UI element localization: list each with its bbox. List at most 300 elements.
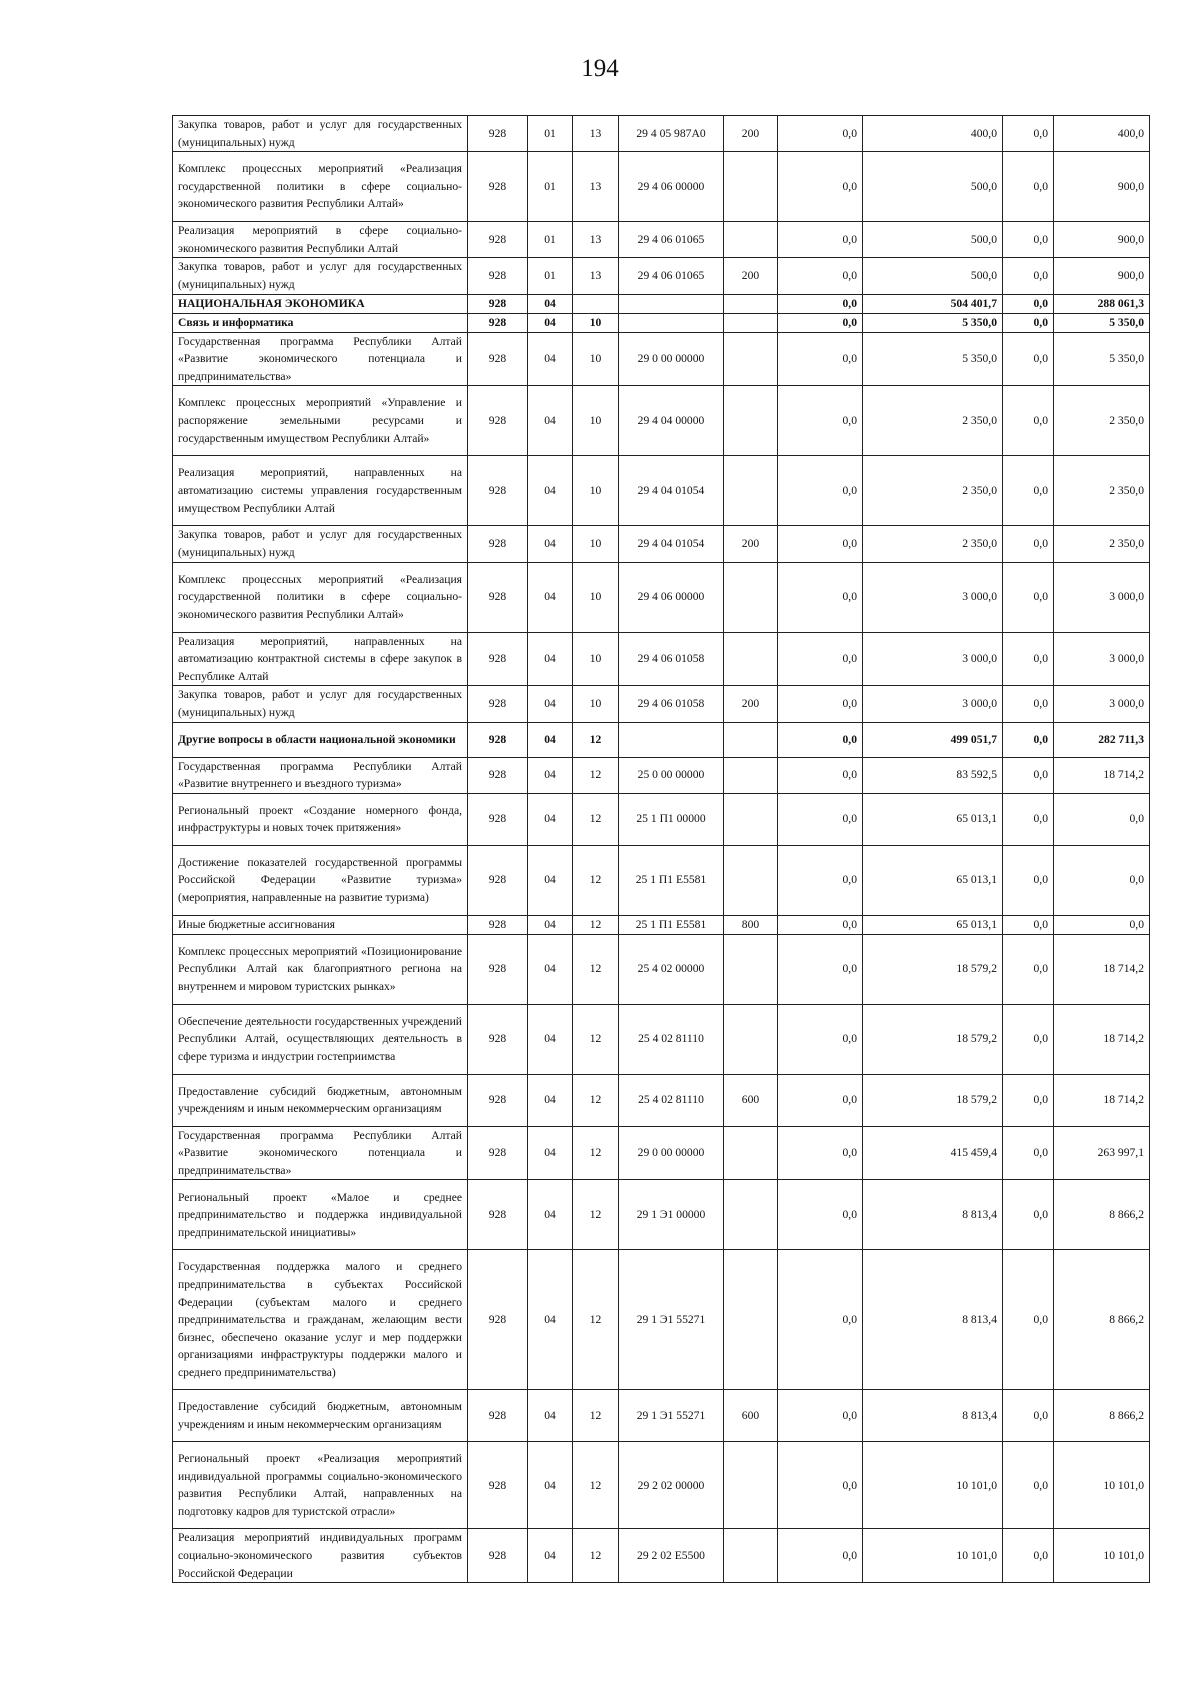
ministry-code-cell: 928 bbox=[468, 1390, 528, 1442]
amount-2-cell: 8 813,4 bbox=[863, 1250, 1003, 1390]
subsection-code-cell: 13 bbox=[573, 222, 619, 258]
amount-1-cell: 0,0 bbox=[778, 332, 863, 386]
ministry-code-cell: 928 bbox=[468, 258, 528, 294]
row-name-cell: Достижение показателей государственной программы Российской Федерации «Развитие туризма» (мероприятия, направленные на развитие туризма) bbox=[173, 845, 468, 915]
section-code-cell: 01 bbox=[528, 116, 573, 152]
amount-3-cell: 0,0 bbox=[1003, 152, 1054, 222]
table-row bbox=[173, 1442, 1150, 1529]
amount-2-cell: 504 401,7 bbox=[863, 294, 1003, 313]
section-code-cell: 04 bbox=[528, 915, 573, 934]
subsection-code-cell: 10 bbox=[573, 686, 619, 722]
amount-3-cell: 0,0 bbox=[1003, 1442, 1054, 1529]
amount-2-cell: 65 013,1 bbox=[863, 915, 1003, 934]
ministry-code-cell: 928 bbox=[468, 1004, 528, 1074]
table-row bbox=[173, 562, 1150, 632]
ministry-code-cell: 928 bbox=[468, 456, 528, 526]
ministry-code-cell: 928 bbox=[468, 632, 528, 686]
amount-2-cell: 2 350,0 bbox=[863, 456, 1003, 526]
expense-type-cell bbox=[724, 1529, 778, 1583]
target-article-cell: 29 4 04 01054 bbox=[619, 456, 724, 526]
target-article-cell: 29 4 06 01065 bbox=[619, 222, 724, 258]
amount-4-cell: 18 714,2 bbox=[1054, 1004, 1150, 1074]
table-row bbox=[173, 845, 1150, 915]
amount-1-cell: 0,0 bbox=[778, 934, 863, 1004]
target-article-cell: 29 0 00 00000 bbox=[619, 332, 724, 386]
amount-1-cell: 0,0 bbox=[778, 116, 863, 152]
table-row bbox=[173, 456, 1150, 526]
target-article-cell: 29 2 02 Е5500 bbox=[619, 1529, 724, 1583]
amount-2-cell: 499 051,7 bbox=[863, 722, 1003, 757]
subsection-code-cell: 12 bbox=[573, 1250, 619, 1390]
row-name-cell: Региональный проект «Реализация мероприятий индивидуальной программы социально-экономического развития Республики Алтай, направленных на подготовку кадров для туристской отрасли» bbox=[173, 1442, 468, 1529]
table-row bbox=[173, 915, 1150, 934]
amount-3-cell: 0,0 bbox=[1003, 1390, 1054, 1442]
ministry-code-cell: 928 bbox=[468, 332, 528, 386]
table-row bbox=[173, 1390, 1150, 1442]
amount-2-cell: 5 350,0 bbox=[863, 332, 1003, 386]
amount-3-cell: 0,0 bbox=[1003, 1529, 1054, 1583]
section-code-cell: 04 bbox=[528, 386, 573, 456]
table-row bbox=[173, 258, 1150, 294]
row-name-cell: Реализация мероприятий в сфере социально-экономического развития Республики Алтай bbox=[173, 222, 468, 258]
row-name-cell: Иные бюджетные ассигнования bbox=[173, 915, 468, 934]
row-name-cell: Другие вопросы в области национальной экономики bbox=[173, 722, 468, 757]
expense-type-cell: 200 bbox=[724, 686, 778, 722]
section-code-cell: 04 bbox=[528, 1390, 573, 1442]
amount-1-cell: 0,0 bbox=[778, 294, 863, 313]
amount-2-cell: 10 101,0 bbox=[863, 1529, 1003, 1583]
amount-3-cell: 0,0 bbox=[1003, 116, 1054, 152]
expense-type-cell bbox=[724, 562, 778, 632]
amount-3-cell: 0,0 bbox=[1003, 722, 1054, 757]
ministry-code-cell: 928 bbox=[468, 1529, 528, 1583]
amount-4-cell: 18 714,2 bbox=[1054, 757, 1150, 793]
budget-table bbox=[172, 115, 1150, 1583]
amount-3-cell: 0,0 bbox=[1003, 632, 1054, 686]
subsection-code-cell: 12 bbox=[573, 722, 619, 757]
amount-3-cell: 0,0 bbox=[1003, 526, 1054, 562]
table-row bbox=[173, 757, 1150, 793]
page-number: 194 bbox=[581, 55, 619, 82]
subsection-code-cell: 10 bbox=[573, 313, 619, 332]
section-code-cell: 04 bbox=[528, 793, 573, 845]
section-code-cell: 04 bbox=[528, 294, 573, 313]
amount-1-cell: 0,0 bbox=[778, 456, 863, 526]
amount-1-cell: 0,0 bbox=[778, 526, 863, 562]
expense-type-cell bbox=[724, 934, 778, 1004]
target-article-cell bbox=[619, 294, 724, 313]
row-name-cell: Закупка товаров, работ и услуг для государственных (муниципальных) нужд bbox=[173, 526, 468, 562]
amount-1-cell: 0,0 bbox=[778, 386, 863, 456]
section-code-cell: 04 bbox=[528, 313, 573, 332]
ministry-code-cell: 928 bbox=[468, 526, 528, 562]
expense-type-cell: 200 bbox=[724, 116, 778, 152]
amount-4-cell: 0,0 bbox=[1054, 793, 1150, 845]
amount-2-cell: 18 579,2 bbox=[863, 934, 1003, 1004]
table-row bbox=[173, 632, 1150, 686]
ministry-code-cell: 928 bbox=[468, 294, 528, 313]
amount-3-cell: 0,0 bbox=[1003, 386, 1054, 456]
amount-4-cell: 5 350,0 bbox=[1054, 313, 1150, 332]
amount-2-cell: 65 013,1 bbox=[863, 793, 1003, 845]
table-row bbox=[173, 1529, 1150, 1583]
amount-3-cell: 0,0 bbox=[1003, 313, 1054, 332]
section-code-cell: 04 bbox=[528, 1126, 573, 1180]
amount-4-cell: 2 350,0 bbox=[1054, 386, 1150, 456]
section-code-cell: 04 bbox=[528, 722, 573, 757]
amount-1-cell: 0,0 bbox=[778, 1126, 863, 1180]
section-code-cell: 04 bbox=[528, 456, 573, 526]
amount-3-cell: 0,0 bbox=[1003, 222, 1054, 258]
expense-type-cell bbox=[724, 313, 778, 332]
amount-1-cell: 0,0 bbox=[778, 1442, 863, 1529]
amount-1-cell: 0,0 bbox=[778, 1074, 863, 1126]
amount-4-cell: 900,0 bbox=[1054, 152, 1150, 222]
amount-4-cell: 3 000,0 bbox=[1054, 686, 1150, 722]
amount-4-cell: 3 000,0 bbox=[1054, 632, 1150, 686]
section-code-cell: 04 bbox=[528, 1442, 573, 1529]
amount-1-cell: 0,0 bbox=[778, 222, 863, 258]
subsection-code-cell: 13 bbox=[573, 152, 619, 222]
target-article-cell bbox=[619, 313, 724, 332]
subsection-code-cell: 10 bbox=[573, 332, 619, 386]
ministry-code-cell: 928 bbox=[468, 152, 528, 222]
amount-3-cell: 0,0 bbox=[1003, 686, 1054, 722]
expense-type-cell bbox=[724, 456, 778, 526]
amount-3-cell: 0,0 bbox=[1003, 1074, 1054, 1126]
section-code-cell: 04 bbox=[528, 845, 573, 915]
ministry-code-cell: 928 bbox=[468, 845, 528, 915]
ministry-code-cell: 928 bbox=[468, 1180, 528, 1250]
ministry-code-cell: 928 bbox=[468, 562, 528, 632]
expense-type-cell bbox=[724, 845, 778, 915]
target-article-cell: 25 1 П1 Е5581 bbox=[619, 845, 724, 915]
row-name-cell: Комплекс процессных мероприятий «Реализация государственной политики в сфере социально-экономического развития Республики Алтай» bbox=[173, 152, 468, 222]
amount-4-cell: 8 866,2 bbox=[1054, 1180, 1150, 1250]
row-name-cell: Реализация мероприятий, направленных на автоматизацию контрактной системы в сфере закупок в Республике Алтай bbox=[173, 632, 468, 686]
amount-4-cell: 2 350,0 bbox=[1054, 526, 1150, 562]
target-article-cell: 29 4 06 01058 bbox=[619, 632, 724, 686]
row-name-cell: Региональный проект «Создание номерного фонда, инфраструктуры и новых точек притяжения» bbox=[173, 793, 468, 845]
amount-2-cell: 5 350,0 bbox=[863, 313, 1003, 332]
table-body bbox=[173, 116, 1150, 1583]
row-name-cell: Обеспечение деятельности государственных учреждений Республики Алтай, осуществляющих деятельность в сфере туризма и индустрии гостеприимства bbox=[173, 1004, 468, 1074]
subsection-code-cell: 12 bbox=[573, 934, 619, 1004]
amount-1-cell: 0,0 bbox=[778, 1390, 863, 1442]
target-article-cell: 29 2 02 00000 bbox=[619, 1442, 724, 1529]
expense-type-cell: 200 bbox=[724, 526, 778, 562]
table-row bbox=[173, 386, 1150, 456]
amount-4-cell: 400,0 bbox=[1054, 116, 1150, 152]
expense-type-cell: 200 bbox=[724, 258, 778, 294]
expense-type-cell bbox=[724, 1180, 778, 1250]
amount-3-cell: 0,0 bbox=[1003, 915, 1054, 934]
amount-1-cell: 0,0 bbox=[778, 686, 863, 722]
amount-3-cell: 0,0 bbox=[1003, 757, 1054, 793]
expense-type-cell bbox=[724, 1250, 778, 1390]
target-article-cell: 29 4 06 00000 bbox=[619, 152, 724, 222]
amount-4-cell: 10 101,0 bbox=[1054, 1442, 1150, 1529]
amount-1-cell: 0,0 bbox=[778, 152, 863, 222]
amount-4-cell: 2 350,0 bbox=[1054, 456, 1150, 526]
amount-1-cell: 0,0 bbox=[778, 1180, 863, 1250]
expense-type-cell: 600 bbox=[724, 1074, 778, 1126]
amount-2-cell: 500,0 bbox=[863, 152, 1003, 222]
target-article-cell: 29 4 05 987А0 bbox=[619, 116, 724, 152]
ministry-code-cell: 928 bbox=[468, 1074, 528, 1126]
amount-4-cell: 18 714,2 bbox=[1054, 934, 1150, 1004]
subsection-code-cell bbox=[573, 294, 619, 313]
amount-2-cell: 500,0 bbox=[863, 258, 1003, 294]
table-row bbox=[173, 332, 1150, 386]
expense-type-cell: 600 bbox=[724, 1390, 778, 1442]
expense-type-cell bbox=[724, 793, 778, 845]
amount-2-cell: 8 813,4 bbox=[863, 1180, 1003, 1250]
subsection-code-cell: 10 bbox=[573, 386, 619, 456]
expense-type-cell bbox=[724, 1126, 778, 1180]
amount-2-cell: 415 459,4 bbox=[863, 1126, 1003, 1180]
amount-1-cell: 0,0 bbox=[778, 1529, 863, 1583]
expense-type-cell bbox=[724, 222, 778, 258]
amount-4-cell: 282 711,3 bbox=[1054, 722, 1150, 757]
row-name-cell: Государственная программа Республики Алтай «Развитие внутреннего и въездного туризма» bbox=[173, 757, 468, 793]
subsection-code-cell: 12 bbox=[573, 1180, 619, 1250]
row-name-cell: Реализация мероприятий индивидуальных программ социально-экономического развития субъектов Российской Федерации bbox=[173, 1529, 468, 1583]
section-code-cell: 04 bbox=[528, 562, 573, 632]
expense-type-cell bbox=[724, 294, 778, 313]
amount-1-cell: 0,0 bbox=[778, 632, 863, 686]
expense-type-cell bbox=[724, 332, 778, 386]
ministry-code-cell: 928 bbox=[468, 915, 528, 934]
amount-3-cell: 0,0 bbox=[1003, 1126, 1054, 1180]
expense-type-cell bbox=[724, 1442, 778, 1529]
target-article-cell: 25 1 П1 Е5581 bbox=[619, 915, 724, 934]
amount-4-cell: 5 350,0 bbox=[1054, 332, 1150, 386]
section-code-cell: 04 bbox=[528, 1529, 573, 1583]
subsection-code-cell: 12 bbox=[573, 1529, 619, 1583]
row-name-cell: Закупка товаров, работ и услуг для государственных (муниципальных) нужд bbox=[173, 258, 468, 294]
section-code-cell: 04 bbox=[528, 526, 573, 562]
expense-type-cell bbox=[724, 722, 778, 757]
row-name-cell: Комплекс процессных мероприятий «Реализация государственной политики в сфере социально-экономического развития Республики Алтай» bbox=[173, 562, 468, 632]
subsection-code-cell: 12 bbox=[573, 1442, 619, 1529]
subsection-code-cell: 12 bbox=[573, 793, 619, 845]
row-name-cell: Связь и информатика bbox=[173, 313, 468, 332]
amount-2-cell: 3 000,0 bbox=[863, 562, 1003, 632]
amount-1-cell: 0,0 bbox=[778, 793, 863, 845]
row-name-cell: Предоставление субсидий бюджетным, автономным учреждениям и иным некоммерческим организациям bbox=[173, 1390, 468, 1442]
amount-4-cell: 3 000,0 bbox=[1054, 562, 1150, 632]
ministry-code-cell: 928 bbox=[468, 313, 528, 332]
amount-3-cell: 0,0 bbox=[1003, 258, 1054, 294]
amount-3-cell: 0,0 bbox=[1003, 793, 1054, 845]
row-name-cell: НАЦИОНАЛЬНАЯ ЭКОНОМИКА bbox=[173, 294, 468, 313]
expense-type-cell bbox=[724, 757, 778, 793]
amount-4-cell: 8 866,2 bbox=[1054, 1250, 1150, 1390]
section-code-cell: 04 bbox=[528, 1250, 573, 1390]
row-name-cell: Реализация мероприятий, направленных на автоматизацию системы управления государственным имуществом Республики Алтай bbox=[173, 456, 468, 526]
target-article-cell bbox=[619, 722, 724, 757]
ministry-code-cell: 928 bbox=[468, 1250, 528, 1390]
amount-3-cell: 0,0 bbox=[1003, 456, 1054, 526]
subsection-code-cell: 12 bbox=[573, 845, 619, 915]
subsection-code-cell: 12 bbox=[573, 1126, 619, 1180]
amount-2-cell: 65 013,1 bbox=[863, 845, 1003, 915]
table-row bbox=[173, 1250, 1150, 1390]
subsection-code-cell: 12 bbox=[573, 757, 619, 793]
table-row bbox=[173, 793, 1150, 845]
ministry-code-cell: 928 bbox=[468, 116, 528, 152]
target-article-cell: 29 1 Э1 55271 bbox=[619, 1250, 724, 1390]
target-article-cell: 29 4 06 00000 bbox=[619, 562, 724, 632]
table-row bbox=[173, 116, 1150, 152]
target-article-cell: 29 4 04 01054 bbox=[619, 526, 724, 562]
table-row bbox=[173, 1074, 1150, 1126]
amount-1-cell: 0,0 bbox=[778, 258, 863, 294]
amount-4-cell: 900,0 bbox=[1054, 222, 1150, 258]
target-article-cell: 29 4 06 01065 bbox=[619, 258, 724, 294]
row-name-cell: Государственная поддержка малого и среднего предпринимательства в субъектах Российской Федерации (субъектам малого и среднего предпринимательства и гражданам, желающим вести бизнес, обеспечено оказание услуг и мер поддержки организациями инфраструктуры поддержки малого и среднего предпринимательства) bbox=[173, 1250, 468, 1390]
table-row bbox=[173, 152, 1150, 222]
target-article-cell: 29 0 00 00000 bbox=[619, 1126, 724, 1180]
ministry-code-cell: 928 bbox=[468, 757, 528, 793]
ministry-code-cell: 928 bbox=[468, 222, 528, 258]
amount-3-cell: 0,0 bbox=[1003, 1250, 1054, 1390]
table-row bbox=[173, 313, 1150, 332]
subsection-code-cell: 12 bbox=[573, 1004, 619, 1074]
expense-type-cell bbox=[724, 632, 778, 686]
ministry-code-cell: 928 bbox=[468, 686, 528, 722]
amount-1-cell: 0,0 bbox=[778, 1004, 863, 1074]
amount-2-cell: 10 101,0 bbox=[863, 1442, 1003, 1529]
subsection-code-cell: 13 bbox=[573, 116, 619, 152]
table-row bbox=[173, 686, 1150, 722]
table-row bbox=[173, 1126, 1150, 1180]
section-code-cell: 04 bbox=[528, 934, 573, 1004]
table-row bbox=[173, 222, 1150, 258]
expense-type-cell bbox=[724, 386, 778, 456]
target-article-cell: 29 4 04 00000 bbox=[619, 386, 724, 456]
amount-2-cell: 2 350,0 bbox=[863, 526, 1003, 562]
amount-4-cell: 0,0 bbox=[1054, 845, 1150, 915]
subsection-code-cell: 10 bbox=[573, 526, 619, 562]
amount-1-cell: 0,0 bbox=[778, 722, 863, 757]
row-name-cell: Государственная программа Республики Алтай «Развитие экономического потенциала и предпринимательства» bbox=[173, 1126, 468, 1180]
amount-3-cell: 0,0 bbox=[1003, 934, 1054, 1004]
amount-1-cell: 0,0 bbox=[778, 845, 863, 915]
section-code-cell: 04 bbox=[528, 1074, 573, 1126]
target-article-cell: 25 0 00 00000 bbox=[619, 757, 724, 793]
row-name-cell: Комплекс процессных мероприятий «Управление и распоряжение земельными ресурсами и государственным имуществом Республики Алтай» bbox=[173, 386, 468, 456]
amount-4-cell: 263 997,1 bbox=[1054, 1126, 1150, 1180]
amount-4-cell: 900,0 bbox=[1054, 258, 1150, 294]
section-code-cell: 04 bbox=[528, 686, 573, 722]
amount-3-cell: 0,0 bbox=[1003, 1180, 1054, 1250]
subsection-code-cell: 12 bbox=[573, 1074, 619, 1126]
amount-1-cell: 0,0 bbox=[778, 1250, 863, 1390]
amount-4-cell: 288 061,3 bbox=[1054, 294, 1150, 313]
ministry-code-cell: 928 bbox=[468, 793, 528, 845]
table-row bbox=[173, 526, 1150, 562]
ministry-code-cell: 928 bbox=[468, 1442, 528, 1529]
table-row bbox=[173, 934, 1150, 1004]
amount-4-cell: 18 714,2 bbox=[1054, 1074, 1150, 1126]
ministry-code-cell: 928 bbox=[468, 386, 528, 456]
amount-2-cell: 8 813,4 bbox=[863, 1390, 1003, 1442]
row-name-cell: Закупка товаров, работ и услуг для государственных (муниципальных) нужд bbox=[173, 686, 468, 722]
target-article-cell: 29 1 Э1 55271 bbox=[619, 1390, 724, 1442]
subsection-code-cell: 13 bbox=[573, 258, 619, 294]
amount-4-cell: 0,0 bbox=[1054, 915, 1150, 934]
section-code-cell: 04 bbox=[528, 632, 573, 686]
amount-4-cell: 8 866,2 bbox=[1054, 1390, 1150, 1442]
amount-2-cell: 18 579,2 bbox=[863, 1004, 1003, 1074]
expense-type-cell bbox=[724, 1004, 778, 1074]
subsection-code-cell: 12 bbox=[573, 1390, 619, 1442]
table-row bbox=[173, 722, 1150, 757]
amount-2-cell: 83 592,5 bbox=[863, 757, 1003, 793]
target-article-cell: 25 4 02 00000 bbox=[619, 934, 724, 1004]
section-code-cell: 04 bbox=[528, 1004, 573, 1074]
subsection-code-cell: 10 bbox=[573, 632, 619, 686]
ministry-code-cell: 928 bbox=[468, 722, 528, 757]
table-row bbox=[173, 1004, 1150, 1074]
amount-2-cell: 3 000,0 bbox=[863, 686, 1003, 722]
ministry-code-cell: 928 bbox=[468, 934, 528, 1004]
section-code-cell: 04 bbox=[528, 332, 573, 386]
amount-1-cell: 0,0 bbox=[778, 313, 863, 332]
row-name-cell: Предоставление субсидий бюджетным, автономным учреждениям и иным некоммерческим организациям bbox=[173, 1074, 468, 1126]
amount-2-cell: 18 579,2 bbox=[863, 1074, 1003, 1126]
row-name-cell: Комплекс процессных мероприятий «Позиционирование Республики Алтай как благоприятного региона на внутреннем и мировом туристских рынках» bbox=[173, 934, 468, 1004]
target-article-cell: 29 4 06 01058 bbox=[619, 686, 724, 722]
section-code-cell: 01 bbox=[528, 222, 573, 258]
amount-3-cell: 0,0 bbox=[1003, 845, 1054, 915]
amount-2-cell: 500,0 bbox=[863, 222, 1003, 258]
amount-3-cell: 0,0 bbox=[1003, 332, 1054, 386]
target-article-cell: 29 1 Э1 00000 bbox=[619, 1180, 724, 1250]
section-code-cell: 04 bbox=[528, 757, 573, 793]
subsection-code-cell: 12 bbox=[573, 915, 619, 934]
amount-2-cell: 2 350,0 bbox=[863, 386, 1003, 456]
table-row bbox=[173, 294, 1150, 313]
target-article-cell: 25 1 П1 00000 bbox=[619, 793, 724, 845]
section-code-cell: 01 bbox=[528, 258, 573, 294]
amount-3-cell: 0,0 bbox=[1003, 294, 1054, 313]
row-name-cell: Государственная программа Республики Алтай «Развитие экономического потенциала и предпринимательства» bbox=[173, 332, 468, 386]
ministry-code-cell: 928 bbox=[468, 1126, 528, 1180]
target-article-cell: 25 4 02 81110 bbox=[619, 1004, 724, 1074]
amount-1-cell: 0,0 bbox=[778, 562, 863, 632]
subsection-code-cell: 10 bbox=[573, 562, 619, 632]
expense-type-cell: 800 bbox=[724, 915, 778, 934]
amount-1-cell: 0,0 bbox=[778, 757, 863, 793]
section-code-cell: 01 bbox=[528, 152, 573, 222]
amount-3-cell: 0,0 bbox=[1003, 562, 1054, 632]
amount-2-cell: 400,0 bbox=[863, 116, 1003, 152]
row-name-cell: Региональный проект «Малое и среднее предпринимательство и поддержка индивидуальной предпринимательской инициативы» bbox=[173, 1180, 468, 1250]
target-article-cell: 25 4 02 81110 bbox=[619, 1074, 724, 1126]
subsection-code-cell: 10 bbox=[573, 456, 619, 526]
amount-3-cell: 0,0 bbox=[1003, 1004, 1054, 1074]
amount-4-cell: 10 101,0 bbox=[1054, 1529, 1150, 1583]
table-row bbox=[173, 1180, 1150, 1250]
row-name-cell: Закупка товаров, работ и услуг для государственных (муниципальных) нужд bbox=[173, 116, 468, 152]
amount-2-cell: 3 000,0 bbox=[863, 632, 1003, 686]
amount-1-cell: 0,0 bbox=[778, 915, 863, 934]
expense-type-cell bbox=[724, 152, 778, 222]
section-code-cell: 04 bbox=[528, 1180, 573, 1250]
